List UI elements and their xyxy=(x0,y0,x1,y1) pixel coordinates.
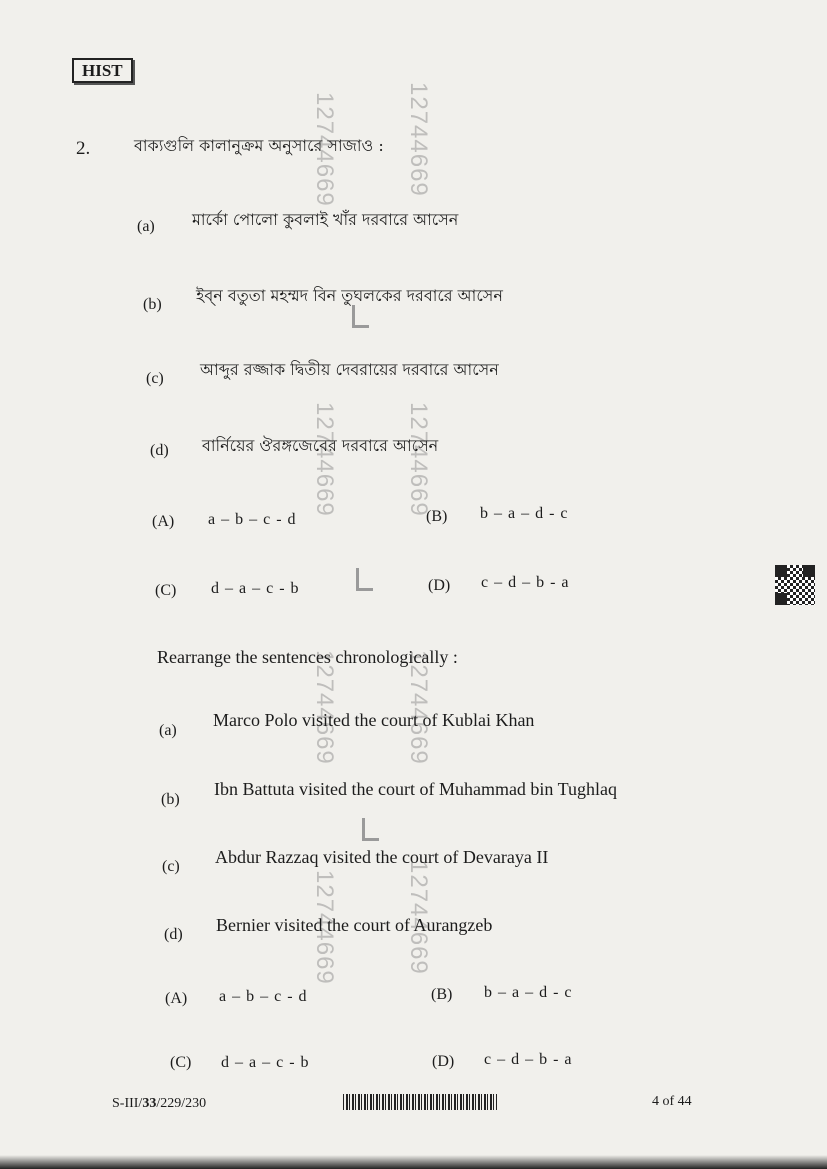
item-text: Abdur Razzaq visited the court of Devaraya II xyxy=(215,847,549,867)
watermark: 12744669 xyxy=(405,650,432,765)
page-number: 4 of 44 xyxy=(652,1094,692,1109)
watermark: 12744669 xyxy=(311,650,338,765)
question-stem-bengali: বাক্যগুলি কালানুক্রম অনুসারে সাজাও : xyxy=(134,136,384,155)
watermark: 12744669 xyxy=(311,870,338,985)
watermark: 12744669 xyxy=(405,860,432,975)
watermark: 12744669 xyxy=(311,92,338,207)
item-text: Marco Polo visited the court of Kublai Khan xyxy=(213,710,535,730)
option-label: (A) xyxy=(152,513,175,530)
question-number: 2. xyxy=(76,138,91,159)
item-label: (d) xyxy=(164,926,183,943)
option-text: a – b – c - d xyxy=(219,988,308,1005)
item-text: আব্দুর রজ্জাক দ্বিতীয় দেবরায়ের দরবারে আসেন xyxy=(200,360,499,379)
item-label: (c) xyxy=(146,370,164,387)
l-mark xyxy=(356,568,373,591)
option-text: b – a – d - c xyxy=(480,505,569,522)
option-label: (B) xyxy=(431,986,453,1003)
item-text: Ibn Battuta visited the court of Muhammad bin Tughlaq xyxy=(214,779,617,799)
option-label: (C) xyxy=(170,1054,192,1071)
item-label: (a) xyxy=(137,218,155,235)
option-text: a – b – c - d xyxy=(208,511,297,528)
option-text: d – a – c - b xyxy=(211,580,300,597)
item-text: ইব্‌ন বতুতা মহম্মদ বিন তুঘলকের দরবারে আসেন xyxy=(196,286,503,305)
item-label: (c) xyxy=(162,858,180,875)
option-text: b – a – d - c xyxy=(484,984,573,1001)
subject-code-box: HIST xyxy=(72,58,133,83)
l-mark xyxy=(362,818,379,841)
watermark: 12744669 xyxy=(405,82,432,197)
paper-code: S-III/33/229/230 xyxy=(112,1096,207,1111)
scan-edge xyxy=(0,1155,827,1169)
item-text: মার্কো পোলো কুবলাই খাঁর দরবারে আসেন xyxy=(192,210,459,229)
question-stem-english: Rearrange the sentences chronologically : xyxy=(157,647,458,667)
barcode-icon xyxy=(343,1094,497,1110)
option-text: d – a – c - b xyxy=(221,1054,310,1071)
qr-code-icon xyxy=(775,565,815,605)
watermark: 12744669 xyxy=(405,402,432,517)
item-text: বার্নিয়ের ঔরঙ্গজেবের দরবারে আসেন xyxy=(202,436,439,455)
watermark: 12744669 xyxy=(311,402,338,517)
item-label: (d) xyxy=(150,442,169,459)
option-label: (C) xyxy=(155,582,177,599)
item-label: (b) xyxy=(161,791,180,808)
item-label: (a) xyxy=(159,722,177,739)
option-label: (D) xyxy=(428,577,451,594)
option-text: c – d – b - a xyxy=(481,574,570,591)
item-text: Bernier visited the court of Aurangzeb xyxy=(216,915,493,935)
option-label: (D) xyxy=(432,1053,455,1070)
option-label: (A) xyxy=(165,990,188,1007)
option-label: (B) xyxy=(426,508,448,525)
item-label: (b) xyxy=(143,296,162,313)
option-text: c – d – b - a xyxy=(484,1051,573,1068)
